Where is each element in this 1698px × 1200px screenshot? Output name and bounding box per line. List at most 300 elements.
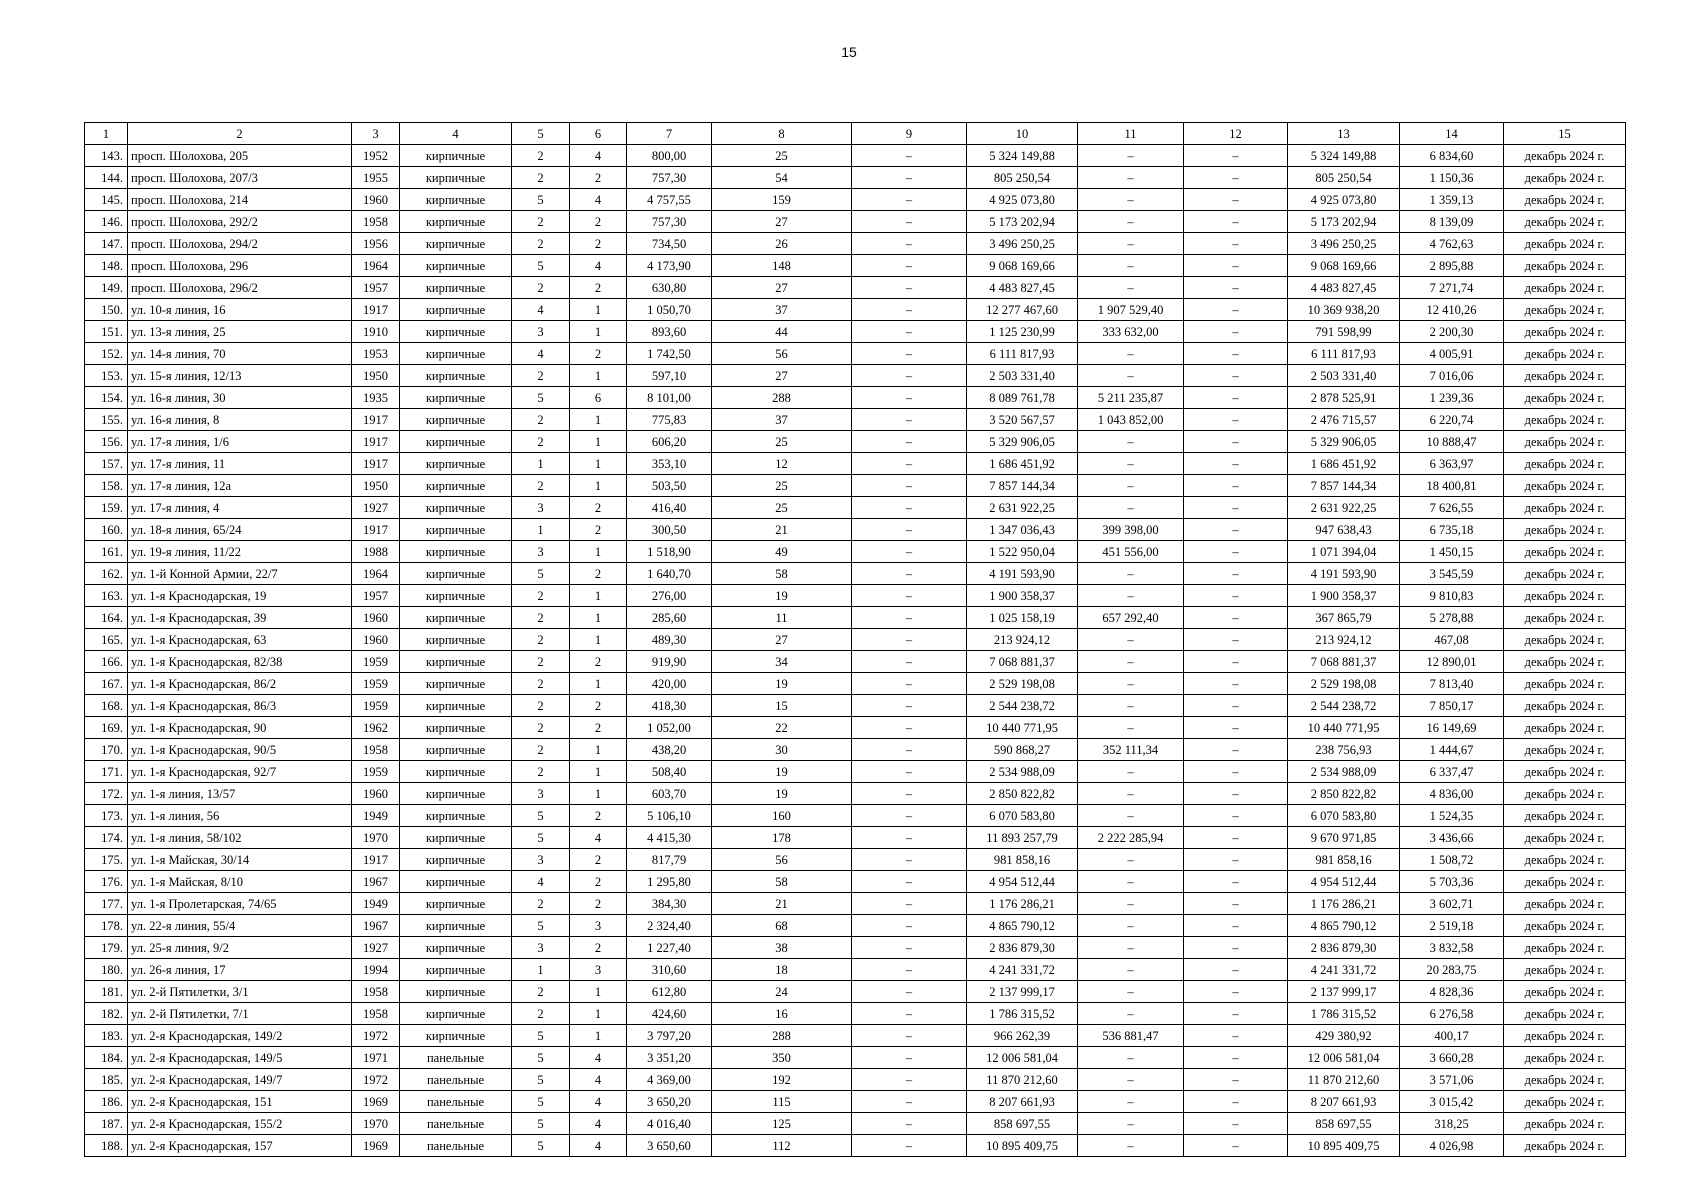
- table-cell: –: [1078, 1135, 1184, 1157]
- table-cell: 20 283,75: [1400, 959, 1504, 981]
- table-cell: 6 337,47: [1400, 761, 1504, 783]
- table-cell: декабрь 2024 г.: [1504, 211, 1626, 233]
- table-cell: 893,60: [627, 321, 712, 343]
- table-cell: 4 925 073,80: [1288, 189, 1400, 211]
- table-cell: 424,60: [627, 1003, 712, 1025]
- table-cell: –: [1184, 453, 1288, 475]
- table-cell: 24: [712, 981, 852, 1003]
- table-cell: 56: [712, 343, 852, 365]
- table-cell: –: [1078, 673, 1184, 695]
- table-cell: 2: [570, 651, 627, 673]
- table-cell: 1 176 286,21: [967, 893, 1078, 915]
- table-cell: кирпичные: [400, 255, 512, 277]
- table-cell: кирпичные: [400, 563, 512, 585]
- table-cell: декабрь 2024 г.: [1504, 1025, 1626, 1047]
- table-cell: 8 139,09: [1400, 211, 1504, 233]
- table-cell: –: [852, 607, 967, 629]
- table-cell: 4 415,30: [627, 827, 712, 849]
- table-cell: –: [1078, 1113, 1184, 1135]
- table-cell: 1 176 286,21: [1288, 893, 1400, 915]
- table-cell: 159.: [85, 497, 128, 519]
- table-cell: декабрь 2024 г.: [1504, 981, 1626, 1003]
- table-cell: панельные: [400, 1113, 512, 1135]
- table-cell: 384,30: [627, 893, 712, 915]
- table-cell: –: [1184, 981, 1288, 1003]
- table-cell: 1958: [352, 981, 400, 1003]
- table-cell: 12 890,01: [1400, 651, 1504, 673]
- table-cell: кирпичные: [400, 233, 512, 255]
- table-cell: 2 631 922,25: [1288, 497, 1400, 519]
- table-row: [85, 585, 1626, 607]
- table-cell: 2: [512, 233, 570, 255]
- table-cell: 1955: [352, 167, 400, 189]
- table-cell: декабрь 2024 г.: [1504, 849, 1626, 871]
- table-cell: 4: [512, 871, 570, 893]
- table-cell: 8 089 761,78: [967, 387, 1078, 409]
- column-header: 8: [712, 123, 852, 145]
- table-cell: 4 483 827,45: [967, 277, 1078, 299]
- table-cell: 2: [570, 563, 627, 585]
- table-cell: 4: [570, 255, 627, 277]
- table-cell: ул. 1-я Краснодарская, 86/3: [128, 695, 352, 717]
- table-cell: 5 278,88: [1400, 607, 1504, 629]
- table-cell: декабрь 2024 г.: [1504, 277, 1626, 299]
- table-cell: 8 101,00: [627, 387, 712, 409]
- table-cell: –: [1184, 167, 1288, 189]
- table-cell: –: [1184, 805, 1288, 827]
- table-row: [85, 255, 1626, 277]
- table-cell: 1962: [352, 717, 400, 739]
- table-cell: декабрь 2024 г.: [1504, 629, 1626, 651]
- table-cell: 4: [570, 1135, 627, 1157]
- table-cell: –: [852, 673, 967, 695]
- table-cell: панельные: [400, 1069, 512, 1091]
- table-cell: ул. 17-я линия, 1/6: [128, 431, 352, 453]
- table-cell: 1: [570, 783, 627, 805]
- table-cell: кирпичные: [400, 585, 512, 607]
- table-cell: 1 900 358,37: [1288, 585, 1400, 607]
- table-cell: 187.: [85, 1113, 128, 1135]
- table-row: [85, 145, 1626, 167]
- table-cell: 3: [512, 849, 570, 871]
- table-cell: 1: [570, 299, 627, 321]
- table-cell: 2 544 238,72: [1288, 695, 1400, 717]
- table-row: [85, 409, 1626, 431]
- table-cell: 1 786 315,52: [1288, 1003, 1400, 1025]
- table-cell: 1964: [352, 255, 400, 277]
- table-cell: 3: [512, 321, 570, 343]
- table-cell: –: [1078, 937, 1184, 959]
- table-row: [85, 453, 1626, 475]
- table-row: [85, 1091, 1626, 1113]
- table-cell: 3: [512, 783, 570, 805]
- table-cell: 5: [512, 1047, 570, 1069]
- table-cell: 161.: [85, 541, 128, 563]
- table-cell: –: [852, 519, 967, 541]
- table-cell: ул. 22-я линия, 55/4: [128, 915, 352, 937]
- data-table: [84, 122, 1626, 1157]
- table-cell: 1 640,70: [627, 563, 712, 585]
- table-cell: 2: [512, 673, 570, 695]
- table-cell: –: [1184, 343, 1288, 365]
- table-cell: 12 277 467,60: [967, 299, 1078, 321]
- table-cell: 11: [712, 607, 852, 629]
- table-cell: 2: [512, 167, 570, 189]
- table-cell: –: [852, 321, 967, 343]
- table-cell: кирпичные: [400, 343, 512, 365]
- table-cell: 175.: [85, 849, 128, 871]
- table-cell: 1972: [352, 1069, 400, 1091]
- table-cell: 7 850,17: [1400, 695, 1504, 717]
- table-cell: 2 878 525,91: [1288, 387, 1400, 409]
- column-header: 9: [852, 123, 967, 145]
- table-cell: 15: [712, 695, 852, 717]
- table-cell: 5: [512, 1091, 570, 1113]
- table-cell: 630,80: [627, 277, 712, 299]
- table-cell: 4 173,90: [627, 255, 712, 277]
- table-cell: ул. 2-й Пятилетки, 7/1: [128, 1003, 352, 1025]
- table-cell: 1 444,67: [1400, 739, 1504, 761]
- table-cell: 3 660,28: [1400, 1047, 1504, 1069]
- table-cell: 10 369 938,20: [1288, 299, 1400, 321]
- table-cell: 184.: [85, 1047, 128, 1069]
- table-cell: 172.: [85, 783, 128, 805]
- table-cell: 4 865 790,12: [1288, 915, 1400, 937]
- table-cell: 7 016,06: [1400, 365, 1504, 387]
- table-cell: –: [852, 563, 967, 585]
- table-cell: –: [852, 1091, 967, 1113]
- table-cell: кирпичные: [400, 915, 512, 937]
- table-cell: декабрь 2024 г.: [1504, 761, 1626, 783]
- table-cell: –: [1184, 519, 1288, 541]
- table-cell: 4 865 790,12: [967, 915, 1078, 937]
- table-cell: –: [852, 871, 967, 893]
- table-cell: панельные: [400, 1135, 512, 1157]
- table-cell: 6 363,97: [1400, 453, 1504, 475]
- table-cell: 1935: [352, 387, 400, 409]
- table-cell: 6 111 817,93: [1288, 343, 1400, 365]
- table-cell: кирпичные: [400, 189, 512, 211]
- table-cell: 590 868,27: [967, 739, 1078, 761]
- table-cell: 155.: [85, 409, 128, 431]
- table-cell: ул. 2-й Пятилетки, 3/1: [128, 981, 352, 1003]
- table-cell: просп. Шолохова, 214: [128, 189, 352, 211]
- table-cell: 2 529 198,08: [967, 673, 1078, 695]
- table-cell: 2: [512, 277, 570, 299]
- table-cell: –: [1184, 783, 1288, 805]
- table-cell: –: [1078, 1047, 1184, 1069]
- table-cell: –: [1184, 761, 1288, 783]
- table-cell: кирпичные: [400, 387, 512, 409]
- table-cell: –: [852, 277, 967, 299]
- table-cell: ул. 15-я линия, 12/13: [128, 365, 352, 387]
- table-cell: –: [1078, 343, 1184, 365]
- table-cell: 2: [512, 1003, 570, 1025]
- table-cell: 7 271,74: [1400, 277, 1504, 299]
- table-cell: –: [852, 761, 967, 783]
- table-cell: 1959: [352, 695, 400, 717]
- table-cell: 2 836 879,30: [967, 937, 1078, 959]
- table-cell: 1: [570, 981, 627, 1003]
- table-cell: 1 025 158,19: [967, 607, 1078, 629]
- table-row: [85, 365, 1626, 387]
- table-cell: –: [1184, 1113, 1288, 1135]
- table-cell: ул. 2-я Краснодарская, 149/7: [128, 1069, 352, 1091]
- table-cell: ул. 26-я линия, 17: [128, 959, 352, 981]
- table-cell: 3 602,71: [1400, 893, 1504, 915]
- table-cell: –: [1184, 629, 1288, 651]
- table-cell: 8 207 661,93: [1288, 1091, 1400, 1113]
- table-row: [85, 783, 1626, 805]
- table-cell: 185.: [85, 1069, 128, 1091]
- table-cell: 1950: [352, 475, 400, 497]
- table-cell: декабрь 2024 г.: [1504, 1113, 1626, 1135]
- table-cell: –: [852, 585, 967, 607]
- table-cell: 18: [712, 959, 852, 981]
- table-row: [85, 343, 1626, 365]
- table-cell: декабрь 2024 г.: [1504, 167, 1626, 189]
- table-cell: декабрь 2024 г.: [1504, 607, 1626, 629]
- table-cell: 56: [712, 849, 852, 871]
- table-cell: 58: [712, 563, 852, 585]
- table-cell: 5 106,10: [627, 805, 712, 827]
- table-cell: –: [1184, 585, 1288, 607]
- table-cell: 1957: [352, 585, 400, 607]
- table-cell: 1910: [352, 321, 400, 343]
- table-cell: 4 026,98: [1400, 1135, 1504, 1157]
- table-cell: 2 631 922,25: [967, 497, 1078, 519]
- table-cell: –: [1184, 651, 1288, 673]
- table-cell: –: [852, 1003, 967, 1025]
- table-cell: 1917: [352, 431, 400, 453]
- table-cell: декабрь 2024 г.: [1504, 893, 1626, 915]
- table-cell: ул. 16-я линия, 8: [128, 409, 352, 431]
- table-cell: 2: [570, 497, 627, 519]
- table-cell: ул. 1-я линия, 58/102: [128, 827, 352, 849]
- table-cell: 12: [712, 453, 852, 475]
- table-cell: 1959: [352, 673, 400, 695]
- table-cell: 173.: [85, 805, 128, 827]
- table-cell: –: [852, 783, 967, 805]
- table-cell: кирпичные: [400, 211, 512, 233]
- table-cell: декабрь 2024 г.: [1504, 233, 1626, 255]
- table-cell: декабрь 2024 г.: [1504, 827, 1626, 849]
- table-cell: 5 329 906,05: [967, 431, 1078, 453]
- table-cell: кирпичные: [400, 167, 512, 189]
- table-cell: декабрь 2024 г.: [1504, 431, 1626, 453]
- table-cell: 12 410,26: [1400, 299, 1504, 321]
- table-cell: 158.: [85, 475, 128, 497]
- table-cell: 25: [712, 145, 852, 167]
- table-cell: ул. 13-я линия, 25: [128, 321, 352, 343]
- table-cell: 1: [570, 629, 627, 651]
- table-cell: ул. 10-я линия, 16: [128, 299, 352, 321]
- table-cell: 177.: [85, 893, 128, 915]
- table-cell: –: [1078, 1091, 1184, 1113]
- table-cell: –: [1184, 541, 1288, 563]
- table-cell: 1959: [352, 651, 400, 673]
- table-cell: 1 052,00: [627, 717, 712, 739]
- table-cell: 2: [512, 761, 570, 783]
- table-row: [85, 937, 1626, 959]
- table-cell: 597,10: [627, 365, 712, 387]
- table-cell: ул. 1-я Краснодарская, 39: [128, 607, 352, 629]
- table-cell: 300,50: [627, 519, 712, 541]
- table-cell: 37: [712, 299, 852, 321]
- table-cell: 1 347 036,43: [967, 519, 1078, 541]
- table-cell: 1949: [352, 805, 400, 827]
- table-cell: 2: [570, 233, 627, 255]
- table-cell: –: [852, 1025, 967, 1047]
- table-row: [85, 563, 1626, 585]
- table-cell: 157.: [85, 453, 128, 475]
- table-cell: 5 173 202,94: [1288, 211, 1400, 233]
- table-cell: 1958: [352, 739, 400, 761]
- table-cell: 145.: [85, 189, 128, 211]
- table-cell: 399 398,00: [1078, 519, 1184, 541]
- page-number: 15: [841, 44, 857, 60]
- table-cell: декабрь 2024 г.: [1504, 409, 1626, 431]
- table-cell: –: [1184, 1025, 1288, 1047]
- table-cell: 1960: [352, 189, 400, 211]
- table-cell: –: [1184, 1069, 1288, 1091]
- table-cell: 400,17: [1400, 1025, 1504, 1047]
- table-cell: 1 450,15: [1400, 541, 1504, 563]
- table-cell: –: [852, 233, 967, 255]
- table-cell: 2 850 822,82: [967, 783, 1078, 805]
- table-cell: ул. 25-я линия, 9/2: [128, 937, 352, 959]
- table-cell: 1970: [352, 1113, 400, 1135]
- table-row: [85, 1113, 1626, 1135]
- table-cell: 3 520 567,57: [967, 409, 1078, 431]
- table-cell: кирпичные: [400, 453, 512, 475]
- table-cell: 2 324,40: [627, 915, 712, 937]
- table-cell: 4 241 331,72: [967, 959, 1078, 981]
- table-cell: 143.: [85, 145, 128, 167]
- table-cell: 2: [512, 981, 570, 1003]
- table-row: [85, 805, 1626, 827]
- table-cell: панельные: [400, 1047, 512, 1069]
- table-cell: 178: [712, 827, 852, 849]
- table-cell: –: [852, 409, 967, 431]
- table-cell: –: [1078, 1069, 1184, 1091]
- table-cell: декабрь 2024 г.: [1504, 563, 1626, 585]
- column-header: 4: [400, 123, 512, 145]
- table-cell: 858 697,55: [967, 1113, 1078, 1135]
- table-cell: 791 598,99: [1288, 321, 1400, 343]
- table-cell: 5: [512, 1025, 570, 1047]
- table-cell: 27: [712, 629, 852, 651]
- table-cell: 5 324 149,88: [967, 145, 1078, 167]
- table-cell: 3 650,60: [627, 1135, 712, 1157]
- table-row: [85, 431, 1626, 453]
- table-cell: –: [1184, 497, 1288, 519]
- table-cell: 2: [570, 211, 627, 233]
- table-cell: 4 191 593,90: [967, 563, 1078, 585]
- table-cell: 49: [712, 541, 852, 563]
- column-header: 2: [128, 123, 352, 145]
- table-cell: декабрь 2024 г.: [1504, 805, 1626, 827]
- table-cell: 7 068 881,37: [1288, 651, 1400, 673]
- table-cell: 2: [512, 145, 570, 167]
- table-cell: 213 924,12: [967, 629, 1078, 651]
- table-cell: –: [852, 717, 967, 739]
- table-cell: 1: [570, 453, 627, 475]
- table-cell: 238 756,93: [1288, 739, 1400, 761]
- table-cell: 21: [712, 519, 852, 541]
- table-cell: 4 005,91: [1400, 343, 1504, 365]
- table-cell: –: [1078, 189, 1184, 211]
- table-cell: 2: [570, 519, 627, 541]
- table-cell: –: [1184, 189, 1288, 211]
- table-cell: 10 440 771,95: [967, 717, 1078, 739]
- table-cell: –: [1078, 211, 1184, 233]
- table-cell: 11 893 257,79: [967, 827, 1078, 849]
- table-cell: кирпичные: [400, 673, 512, 695]
- table-cell: 420,00: [627, 673, 712, 695]
- table-cell: –: [1078, 629, 1184, 651]
- table-cell: –: [1078, 915, 1184, 937]
- table-cell: –: [1078, 365, 1184, 387]
- table-cell: ул. 18-я линия, 65/24: [128, 519, 352, 541]
- table-cell: декабрь 2024 г.: [1504, 959, 1626, 981]
- table-cell: 1: [570, 1025, 627, 1047]
- table-cell: 22: [712, 717, 852, 739]
- table-cell: –: [1184, 431, 1288, 453]
- table-cell: 160.: [85, 519, 128, 541]
- table-cell: 1958: [352, 1003, 400, 1025]
- table-cell: кирпичные: [400, 871, 512, 893]
- table-cell: 159: [712, 189, 852, 211]
- table-cell: 27: [712, 365, 852, 387]
- table-cell: 149.: [85, 277, 128, 299]
- table-cell: ул. 1-я Майская, 30/14: [128, 849, 352, 871]
- table-cell: –: [1184, 233, 1288, 255]
- table-row: [85, 475, 1626, 497]
- table-cell: 1 907 529,40: [1078, 299, 1184, 321]
- table-cell: 11 870 212,60: [967, 1069, 1078, 1091]
- table-cell: –: [852, 651, 967, 673]
- table-cell: 1958: [352, 211, 400, 233]
- table-cell: –: [1184, 211, 1288, 233]
- table-cell: 178.: [85, 915, 128, 937]
- table-cell: –: [1184, 915, 1288, 937]
- table-cell: 160: [712, 805, 852, 827]
- table-cell: кирпичные: [400, 541, 512, 563]
- table-cell: 68: [712, 915, 852, 937]
- table-cell: 1917: [352, 299, 400, 321]
- table-cell: 152.: [85, 343, 128, 365]
- table-cell: декабрь 2024 г.: [1504, 145, 1626, 167]
- table-cell: 2: [512, 739, 570, 761]
- table-row: [85, 1003, 1626, 1025]
- table-cell: 2: [512, 475, 570, 497]
- table-cell: 1 150,36: [1400, 167, 1504, 189]
- table-cell: 2: [570, 805, 627, 827]
- table-cell: декабрь 2024 г.: [1504, 1069, 1626, 1091]
- table-cell: декабрь 2024 г.: [1504, 695, 1626, 717]
- table-row: [85, 387, 1626, 409]
- table-cell: 1917: [352, 409, 400, 431]
- table-cell: –: [1184, 1135, 1288, 1157]
- table-cell: –: [1078, 805, 1184, 827]
- table-cell: 4 925 073,80: [967, 189, 1078, 211]
- table-cell: 7 068 881,37: [967, 651, 1078, 673]
- table-cell: ул. 1-й Конной Армии, 22/7: [128, 563, 352, 585]
- table-cell: 9 810,83: [1400, 585, 1504, 607]
- table-cell: кирпичные: [400, 607, 512, 629]
- table-cell: просп. Шолохова, 205: [128, 145, 352, 167]
